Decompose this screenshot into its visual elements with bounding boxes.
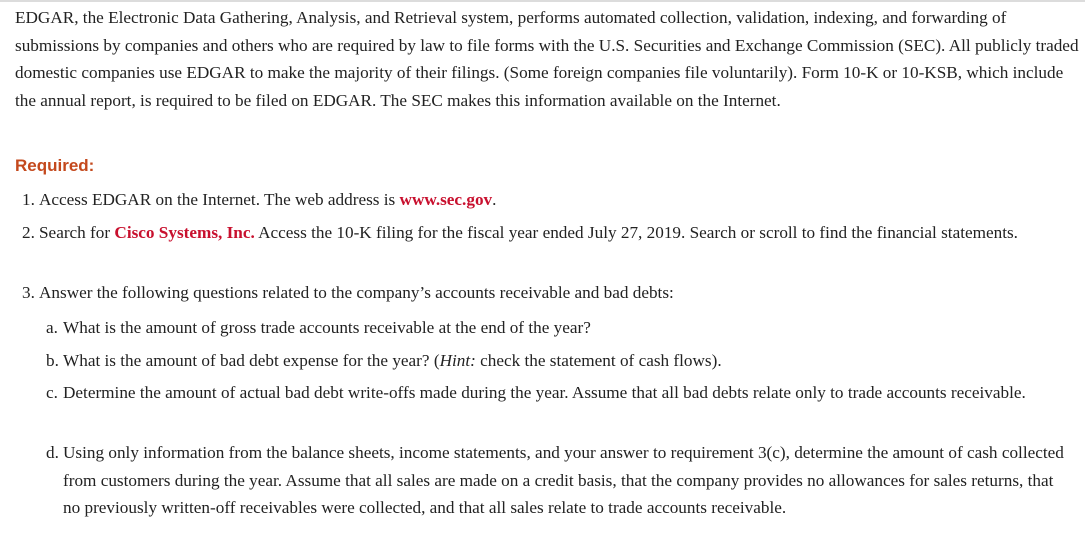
question-3d-body: Using only information from the balance sheets, income statements, and your answer to requirement 3(c), determine the amount of cash collected from customers during the year. Assume that all sales are made on a credit basis, that the company provides no allowances for sales returns, that no previously written-off receivables were collected, and that all sales relate to trade accounts receivable. [63,443,1064,518]
intro-paragraph: EDGAR, the Electronic Data Gathering, Analysis, and Retrieval system, performs automated collection, validation, indexing, and forwarding of submissions by companies and others who are required by law to file forms with the U.S. Securities and Exchange Commission (SEC). All publicly traded domestic companies use EDGAR to make the majority of their filings. (Some foreign companies file voluntarily). Form 10-K or 10-KSB, which include the annual report, is required to be filed on EDGAR. The SEC makes this information available on the Internet. [15,8,1079,110]
question-3 [22,279,1062,307]
question-number: 2. [22,223,35,242]
question-3c [46,379,1046,407]
question-2 [22,219,1022,247]
question-2-body: Search for Cisco Systems, Inc. Access the 10-K filing for the fiscal year ended July 27, 2019. Search or scroll to find the financial statements. [39,223,1018,242]
question-3-body: Answer the following questions related to the company’s accounts receivable and bad debts: [39,283,674,302]
question-3a [46,314,1066,342]
required-heading: Required: [15,156,95,175]
question-letter: d. [46,443,59,462]
hint-label: Hint: [439,351,476,370]
question-letter: a. [46,318,58,337]
question-1-body: Access EDGAR on the Internet. The web address is www.sec.gov. [39,190,497,209]
company-name: Cisco Systems, Inc. [114,223,255,242]
question-letter: c. [46,383,58,402]
question-3b [46,347,1066,375]
question-number: 3. [22,283,35,302]
sec-website-link[interactable]: www.sec.gov [399,190,493,209]
question-3d [46,439,1066,522]
question-3b-body: What is the amount of bad debt expense for the year? (Hint: check the statement of cash flows). [63,351,722,370]
question-3a-body: What is the amount of gross trade accounts receivable at the end of the year? [63,318,591,337]
question-number: 1. [22,190,35,209]
top-divider [0,0,1085,2]
question-1 [22,186,1062,214]
question-3c-body: Determine the amount of actual bad debt write-offs made during the year. Assume that all bad debts relate only to trade accounts receivable. [63,383,1026,402]
question-letter: b. [46,351,59,370]
